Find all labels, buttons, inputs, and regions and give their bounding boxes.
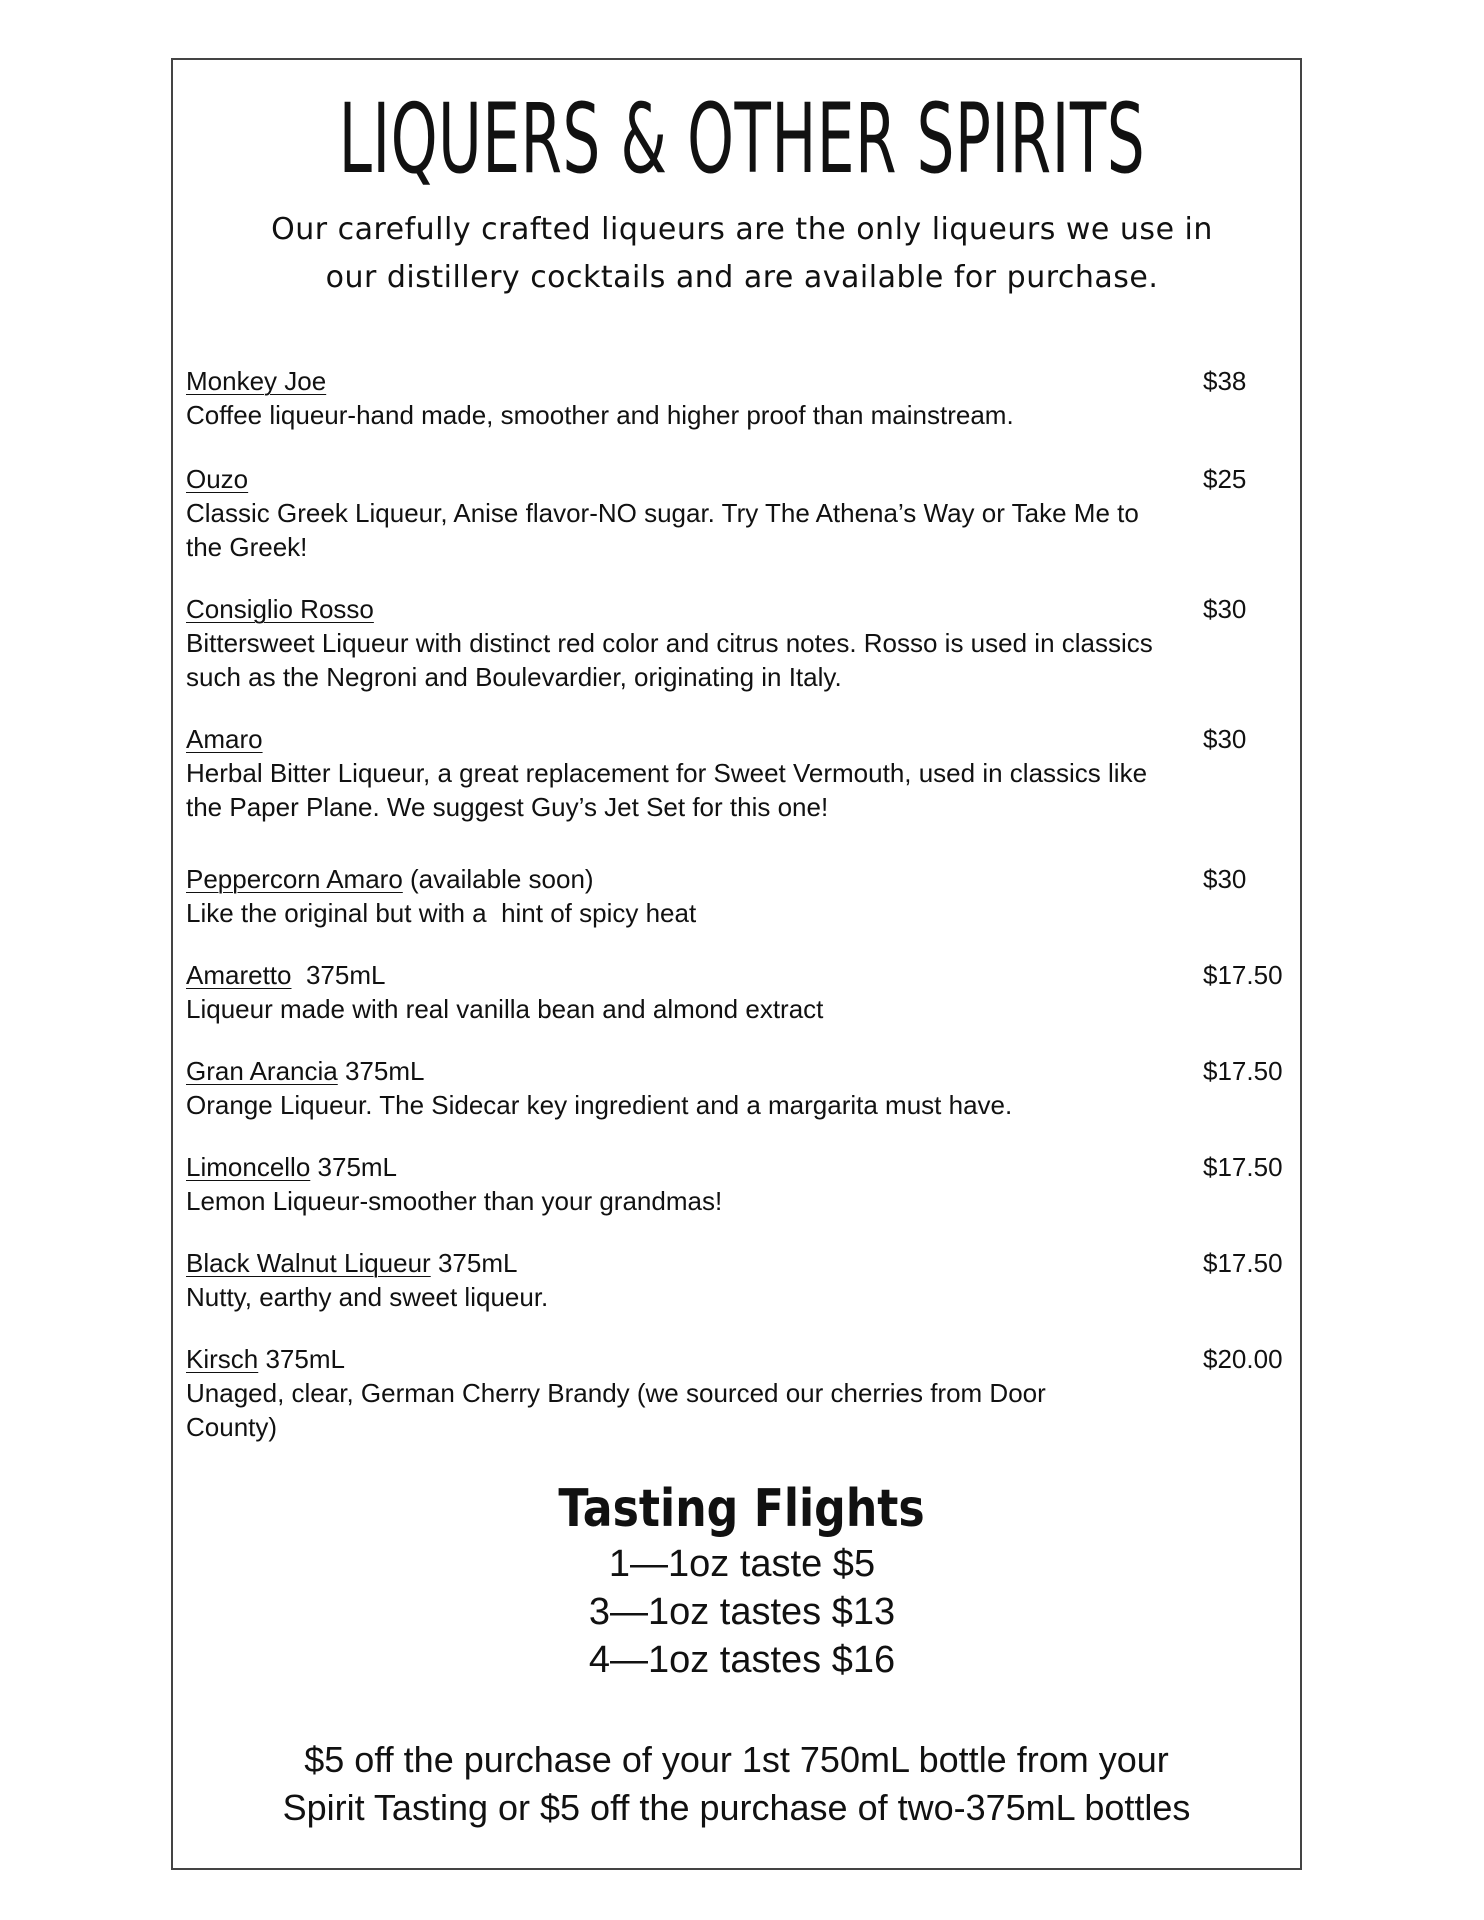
tasting-flights-title: Tasting Flights: [558, 1479, 926, 1539]
menu-item: [186, 364, 1296, 432]
menu-item-price: $30: [1203, 724, 1247, 754]
menu-item-price: $17.50: [1203, 1056, 1283, 1086]
menu-item-description: Nutty, earthy and sweet liqueur.: [186, 1282, 549, 1312]
menu-item-name: Kirsch: [186, 1344, 259, 1374]
menu-item-heading: [186, 364, 1296, 398]
menu-item-description: Liqueur made with real vanilla bean and almond extract: [186, 994, 824, 1024]
menu-item-price: $30: [1203, 594, 1247, 624]
menu-item-price: $30: [1203, 864, 1247, 894]
menu-item-heading: [186, 722, 1296, 756]
menu-item-name: Limoncello: [186, 1152, 311, 1182]
menu-item-description: Orange Liqueur. The Sidecar key ingredient and a margarita must have.: [186, 1090, 1013, 1120]
menu-item: [186, 1342, 1296, 1444]
menu-item-note: 375mL: [291, 960, 386, 990]
discount-offer: [171, 1736, 1302, 1832]
page-title: LIQUERS & OTHER SPIRITS: [338, 83, 1146, 195]
menu-item-note: (available soon): [402, 864, 594, 894]
menu-item: [186, 722, 1296, 824]
menu-item-note: 375mL: [430, 1248, 518, 1278]
menu-item-heading: [186, 862, 1296, 896]
menu-item-price: $17.50: [1203, 1152, 1283, 1182]
menu-item: [186, 1054, 1296, 1122]
menu-item: [186, 1150, 1296, 1218]
menu-item: [186, 462, 1296, 564]
menu-item-note: 375mL: [310, 1152, 398, 1182]
menu-item-name: Black Walnut Liqueur: [186, 1248, 431, 1278]
menu-item-heading: [186, 1246, 1296, 1280]
menu-item-price: $17.50: [1203, 1248, 1283, 1278]
menu-item-name: Monkey Joe: [186, 366, 327, 396]
menu-item-heading: [186, 1150, 1296, 1184]
tasting-flight-option: 4—1oz tastes $16: [588, 1639, 896, 1681]
discount-offer-line: Spirit Tasting or $5 off the purchase of two-375mL bottles: [282, 1787, 1191, 1828]
menu-item-description: Like the original but with a hint of spicy heat: [186, 898, 697, 928]
menu-item-name: Gran Arancia: [186, 1056, 338, 1086]
tasting-flight-option: 3—1oz tastes $13: [588, 1591, 896, 1633]
menu-item-name: Peppercorn Amaro: [186, 864, 403, 894]
page-subtitle: Our carefully crafted liqueurs are the only liqueurs we use in our distillery cocktails and are available for purchase.: [271, 212, 1213, 295]
menu-item-name: Consiglio Rosso: [186, 594, 374, 624]
menu-item-heading: [186, 462, 1296, 496]
menu-item-heading: [186, 592, 1296, 626]
menu-item-price: $25: [1203, 464, 1247, 494]
menu-item-heading: [186, 1054, 1296, 1088]
menu-item-description: Bittersweet Liqueur with distinct red color and citrus notes. Rosso is used in classics such as the Negroni and Boulevardier, originating in Italy.: [186, 628, 1153, 692]
menu-item-note: 375mL: [258, 1344, 345, 1374]
menu-item: [186, 592, 1296, 694]
menu-item-name: Amaretto: [186, 960, 292, 990]
menu-item-price: $17.50: [1203, 960, 1283, 990]
menu-item-list: [186, 364, 1296, 1444]
menu-item-name: Amaro: [186, 724, 263, 754]
discount-offer-line: $5 off the purchase of your 1st 750mL bottle from your: [304, 1739, 1169, 1780]
menu-item-price: $38: [1203, 366, 1247, 396]
menu-item: [186, 862, 1296, 930]
menu-item-heading: [186, 1342, 1296, 1376]
menu-item-description: Unaged, clear, German Cherry Brandy (we sourced our cherries from Door County): [186, 1378, 1046, 1442]
menu-item-heading: [186, 958, 1296, 992]
menu-item-price: $20.00: [1203, 1344, 1283, 1374]
tasting-flights-section: [0, 1478, 1484, 1684]
menu-item-name: Ouzo: [186, 464, 249, 494]
menu-item-description: Herbal Bitter Liqueur, a great replacement for Sweet Vermouth, used in classics like the Paper Plane. We suggest Guy’s Jet Set for this one!: [186, 758, 1148, 822]
menu-item: [186, 958, 1296, 1026]
menu-item-description: Lemon Liqueur-smoother than your grandmas!: [186, 1186, 723, 1216]
menu-item-note: 375mL: [337, 1056, 425, 1086]
menu-item-description: Coffee liqueur-hand made, smoother and higher proof than mainstream.: [186, 400, 1014, 430]
tasting-flight-option: 1—1oz taste $5: [608, 1543, 876, 1585]
menu-item-description: Classic Greek Liqueur, Anise flavor-NO sugar. Try The Athena’s Way or Take Me to the Greek!: [186, 498, 1139, 562]
menu-item: [186, 1246, 1296, 1314]
